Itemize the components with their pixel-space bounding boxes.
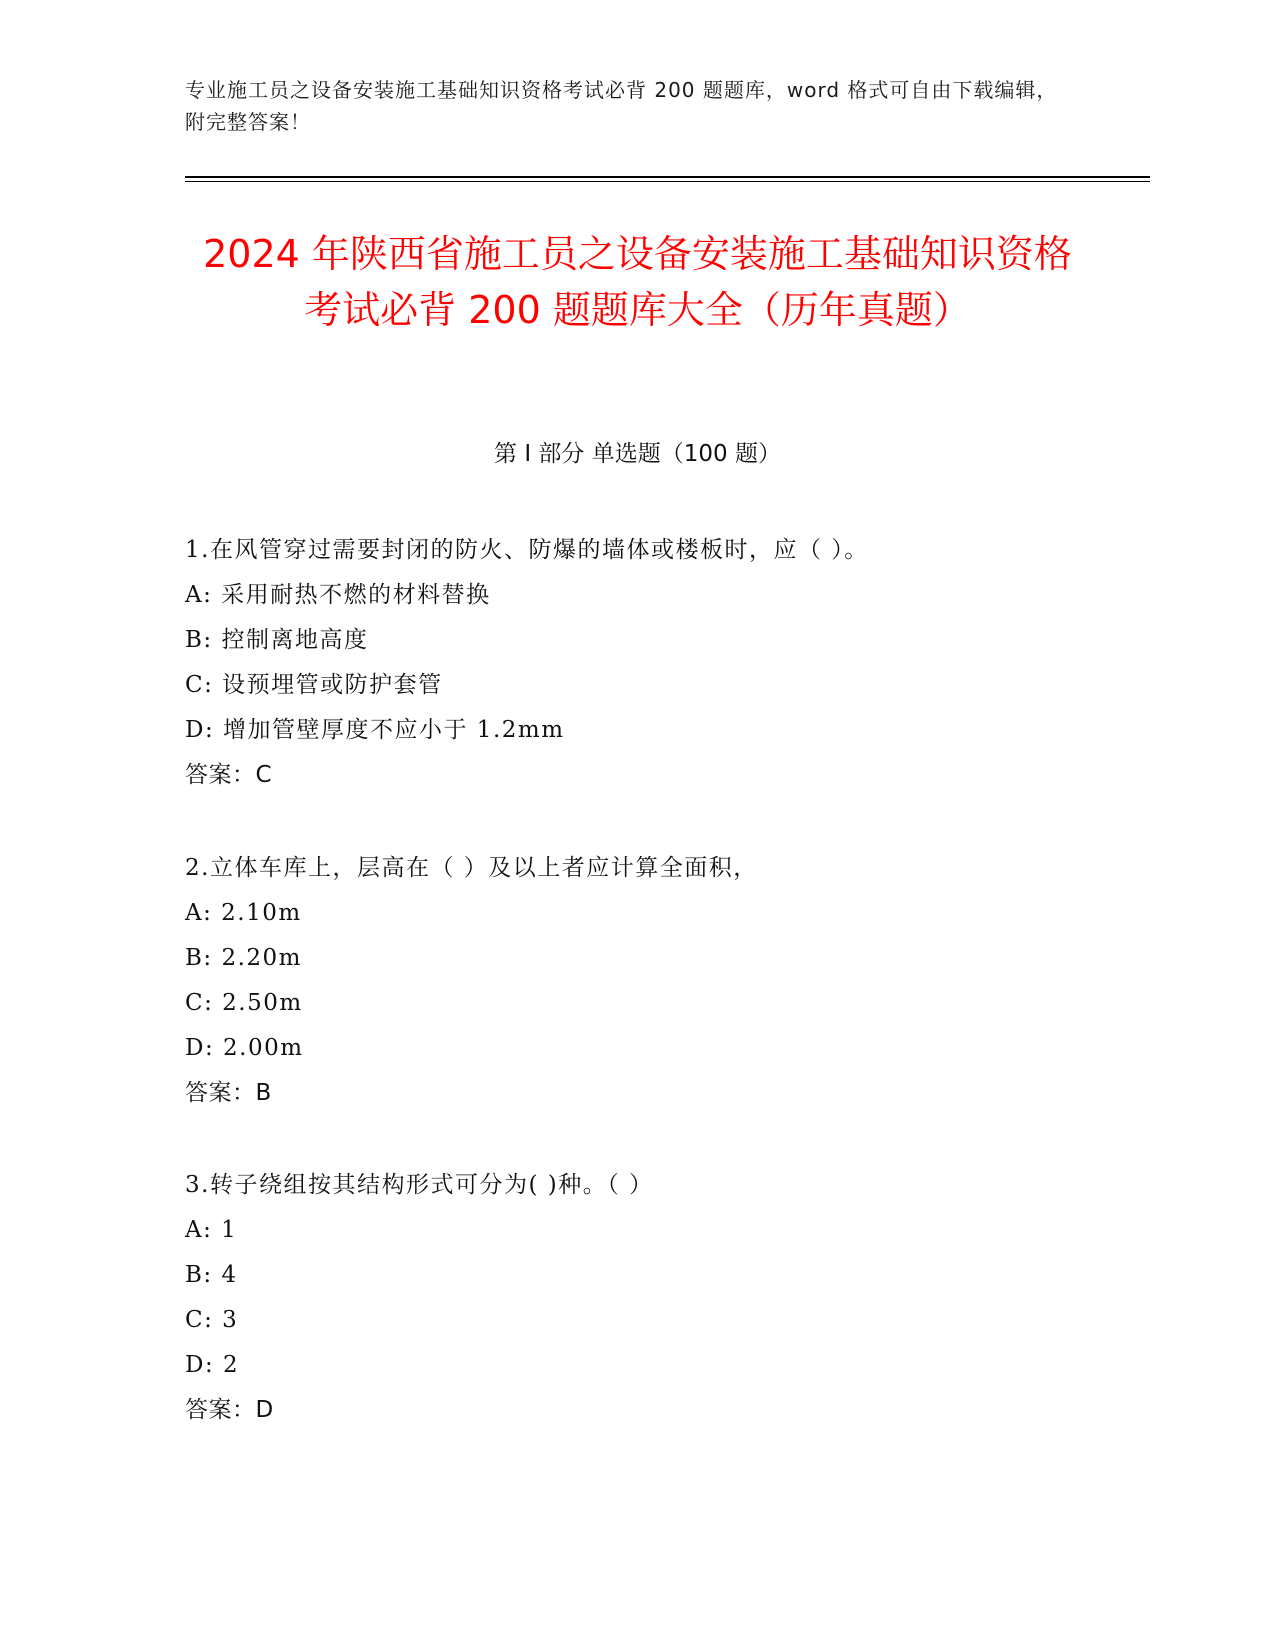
- header-divider-thin: [185, 181, 1150, 182]
- option-b: B: 控制离地高度: [185, 627, 369, 653]
- answer: 答案：C: [185, 762, 273, 788]
- answer: 答案：D: [185, 1397, 274, 1423]
- header-note: 专业施工员之设备安装施工基础知识资格考试必背 200 题题库，word 格式可自由下载编辑，附完整答案！: [185, 78, 1058, 134]
- option-c: C: 设预埋管或防护套管: [185, 672, 443, 698]
- option-c: C: 3: [185, 1307, 239, 1333]
- option-a: A: 采用耐热不燃的材料替换: [185, 582, 491, 608]
- option-b: B: 2.20m: [185, 945, 302, 971]
- question-1: [185, 528, 1090, 798]
- question-2: [185, 846, 1090, 1116]
- question-stem: 2.立体车库上，层高在（ ）及以上者应计算全面积，: [185, 855, 758, 881]
- section-heading: 第 I 部分 单选题（100 题）: [494, 441, 781, 467]
- document-title: 2024 年陕西省施工员之设备安装施工基础知识资格考试必背 200 题题库大全（历年真题）: [203, 232, 1072, 332]
- question-3: [185, 1163, 1090, 1433]
- header-divider-thick: [185, 176, 1150, 178]
- answer: 答案：B: [185, 1080, 272, 1106]
- option-d: D: 增加管壁厚度不应小于 1.2mm: [185, 717, 565, 743]
- question-stem: 1.在风管穿过需要封闭的防火、防爆的墙体或楼板时，应（ ）。: [185, 537, 869, 563]
- option-d: D: 2.00m: [185, 1035, 304, 1061]
- question-stem: 3.转子绕组按其结构形式可分为( )种。（ ）: [185, 1172, 654, 1198]
- option-a: A: 1: [185, 1217, 238, 1243]
- option-b: B: 4: [185, 1262, 238, 1288]
- option-d: D: 2: [185, 1352, 240, 1378]
- option-a: A: 2.10m: [185, 900, 302, 926]
- option-c: C: 2.50m: [185, 990, 303, 1016]
